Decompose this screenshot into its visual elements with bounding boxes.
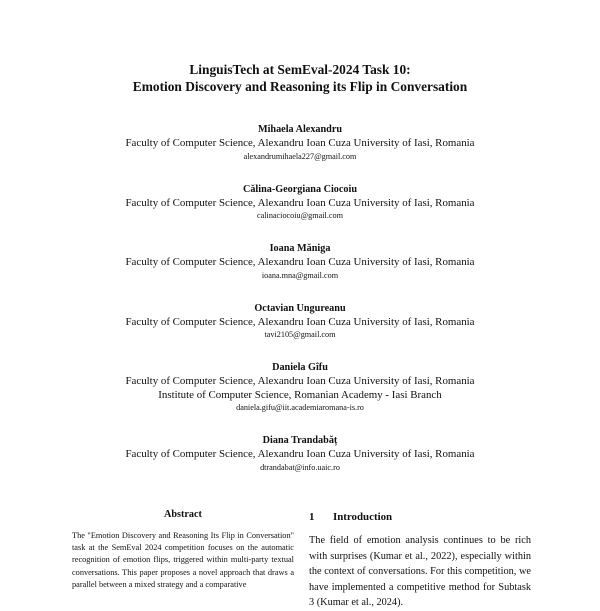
author-affiliation: Faculty of Computer Science, Alexandru Ioan Cuza University of Iasi, Romania — [125, 315, 475, 328]
author-affiliation: Faculty of Computer Science, Alexandru Ioan Cuza University of Iasi, Romania — [125, 448, 475, 460]
author-affiliation: Faculty of Computer Science, Alexandru Ioan Cuza University of Iasi, Romania — [125, 375, 475, 387]
author-email: daniela.gifu@iit.academiaromana-is.ro — [236, 403, 364, 412]
section-title: Introduction — [333, 511, 393, 523]
author-list — [0, 123, 600, 494]
introduction-text: The field of emotion analysis continues to be rich with surprises (Kumar et al., 2022), especially within the context of conversations. For this competition, we have implemented a competitive method for Subtask 3 (Kumar et al., 2024). — [309, 535, 531, 609]
author-block — [0, 123, 600, 163]
paper-title-line-2: Emotion Discovery and Reasoning its Flip in Conversation — [132, 79, 468, 94]
author-block — [0, 434, 600, 474]
author-name: Călina-Georgiana Ciocoiu — [242, 183, 358, 195]
author-name: Daniela Gîfu — [272, 362, 328, 373]
author-name: Octavian Ungureanu — [254, 302, 346, 314]
author-block — [0, 242, 600, 282]
author-affiliation-secondary: Institute of Computer Science, Romanian Academy - Iasi Branch — [158, 388, 442, 401]
author-block — [0, 302, 600, 342]
abstract-text: The "Emotion Discovery and Reasoning Its Flip in Conversation" task at the SemEval 2024 competition focuses on the automatic recognition of emotion flips, triggered within multi-party textual conversations. This paper proposes a novel approach that draws a parallel between a mixed strategy and a comparative — [72, 531, 294, 589]
author-email: tavi2105@gmail.com — [264, 330, 336, 339]
section-number: 1 — [309, 511, 315, 523]
author-email: dtrandabat@info.uaic.ro — [260, 462, 340, 472]
author-email: alexandrumihaela227@gmail.com — [243, 151, 357, 161]
author-affiliation: Faculty of Computer Science, Alexandru Ioan Cuza University of Iasi, Romania — [125, 256, 475, 268]
author-name: Ioana Măniga — [269, 243, 331, 254]
author-name: Diana Trandabăț — [262, 435, 338, 446]
author-email: ioana.mna@gmail.com — [261, 270, 339, 280]
author-block — [0, 183, 600, 223]
author-affiliation: Faculty of Computer Science, Alexandru Ioan Cuza University of Iasi, Romania — [125, 196, 475, 209]
author-block — [0, 361, 600, 414]
paper-title — [0, 61, 600, 95]
author-name: Mihaela Alexandru — [257, 124, 343, 135]
author-affiliation: Faculty of Computer Science, Alexandru Ioan Cuza University of Iasi, Romania — [125, 137, 475, 149]
abstract-heading: Abstract — [164, 509, 202, 520]
author-email: calinaciocoiu@gmail.com — [257, 211, 343, 220]
paper-title-line-1: LinguisTech at SemEval-2024 Task 10: — [189, 62, 411, 77]
section-heading-introduction — [309, 510, 392, 524]
